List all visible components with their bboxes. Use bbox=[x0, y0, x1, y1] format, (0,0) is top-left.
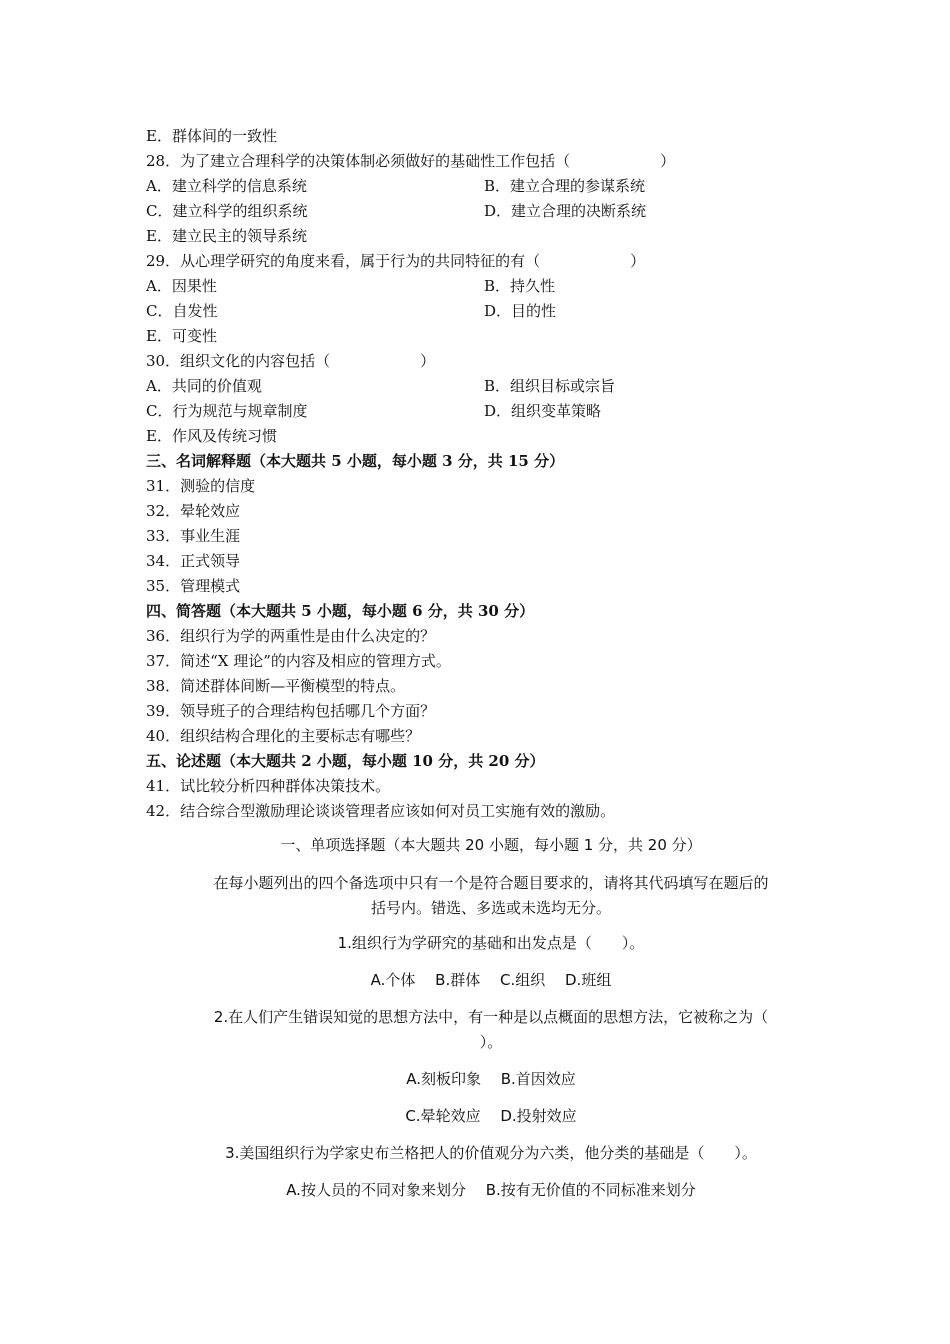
section-3-heading: 三、名词解释题（本大题共 5 小题，每小题 3 分，共 15 分） bbox=[146, 452, 565, 470]
q29-option-e: E．可变性 bbox=[146, 327, 217, 345]
q3-stem: 3.美国组织行为学家史布兰格把人的价值观分为六类，他分类的基础是（ ）。 bbox=[225, 1144, 757, 1162]
q3-options-ab: A.按人员的不同对象来划分 B.按有无价值的不同标准来划分 bbox=[286, 1181, 696, 1199]
q30-options-ab bbox=[146, 374, 846, 399]
q28-option-b: B．建立合理的参谋系统 bbox=[484, 177, 646, 195]
q29-options-ab bbox=[146, 274, 846, 299]
q30-option-a: A．共同的价值观 bbox=[146, 377, 262, 395]
q42: 42．结合综合型激励理论谈谈管理者应该如何对员工实施有效的激励。 bbox=[146, 802, 616, 820]
q29-option-d: D．目的性 bbox=[484, 302, 557, 320]
q34: 34．正式领导 bbox=[146, 552, 241, 570]
section-1-instructions-line-2: 括号内。错选、多选或未选均无分。 bbox=[370, 899, 611, 917]
q2-options-ab: A.刻板印象 B.首因效应 bbox=[406, 1070, 576, 1088]
q30-option-b: B．组织目标或宗旨 bbox=[484, 377, 616, 395]
q28-stem: 28．为了建立合理科学的决策体制必须做好的基础性工作包括（ ） bbox=[146, 152, 676, 170]
q1-stem: 1.组织行为学研究的基础和出发点是（ ）。 bbox=[337, 934, 645, 952]
q32: 32．晕轮效应 bbox=[146, 502, 241, 520]
q38: 38．简述群体间断—平衡模型的特点。 bbox=[146, 677, 406, 695]
q2-stem-line-1: 2.在人们产生错误知觉的思想方法中，有一种是以点概面的思想方法，它被称之为（ bbox=[213, 1008, 769, 1026]
q30-option-d: D．组织变革策略 bbox=[484, 402, 602, 420]
q28-option-d: D．建立合理的决断系统 bbox=[484, 202, 647, 220]
section-5-heading: 五、论述题（本大题共 2 小题，每小题 10 分，共 20 分） bbox=[146, 752, 545, 770]
q28-option-c: C．建立科学的组织系统 bbox=[146, 202, 308, 220]
q29-option-a: A．因果性 bbox=[146, 277, 217, 295]
q39: 39．领导班子的合理结构包括哪几个方面？ bbox=[146, 702, 436, 720]
q29-option-c: C．自发性 bbox=[146, 302, 218, 320]
exam-questions-continued bbox=[146, 124, 846, 824]
q28-option-a: A．建立科学的信息系统 bbox=[146, 177, 307, 195]
q29-stem: 29．从心理学研究的角度来看，属于行为的共同特征的有（ ） bbox=[146, 252, 646, 270]
q28-options-ab bbox=[146, 174, 846, 199]
q27-option-e: E．群体间的一致性 bbox=[146, 127, 277, 145]
q33: 33．事业生涯 bbox=[146, 527, 241, 545]
q36: 36．组织行为学的两重性是由什么决定的？ bbox=[146, 627, 436, 645]
q40: 40．组织结构合理化的主要标志有哪些？ bbox=[146, 727, 421, 745]
q37: 37．简述“X 理论”的内容及相应的管理方式。 bbox=[146, 652, 451, 670]
q29-option-b: B．持久性 bbox=[484, 277, 556, 295]
q28-options-cd bbox=[146, 199, 846, 224]
q2-options-cd: C.晕轮效应 D.投射效应 bbox=[405, 1107, 577, 1125]
q29-options-cd bbox=[146, 299, 846, 324]
q30-option-e: E．作风及传统习惯 bbox=[146, 427, 277, 445]
q28-option-e: E．建立民主的领导系统 bbox=[146, 227, 307, 245]
section-1-instructions-line-1: 在每小题列出的四个备选项中只有一个是符合题目要求的，请将其代码填写在题后的 bbox=[213, 874, 769, 892]
section-4-heading: 四、简答题（本大题共 5 小题，每小题 6 分，共 30 分） bbox=[146, 602, 535, 620]
q31: 31．测验的信度 bbox=[146, 477, 256, 495]
q30-options-cd bbox=[146, 399, 846, 424]
q30-option-c: C．行为规范与规章制度 bbox=[146, 402, 308, 420]
q2-stem-line-2: ）。 bbox=[479, 1033, 503, 1051]
section-1-heading: 一、单项选择题（本大题共 20 小题，每小题 1 分，共 20 分） bbox=[280, 836, 702, 854]
q35: 35．管理模式 bbox=[146, 577, 241, 595]
q1-options: A.个体 B.群体 C.组织 D.班组 bbox=[370, 971, 612, 989]
q41: 41．试比较分析四种群体决策技术。 bbox=[146, 777, 391, 795]
q30-stem: 30．组织文化的内容包括（ ） bbox=[146, 352, 436, 370]
